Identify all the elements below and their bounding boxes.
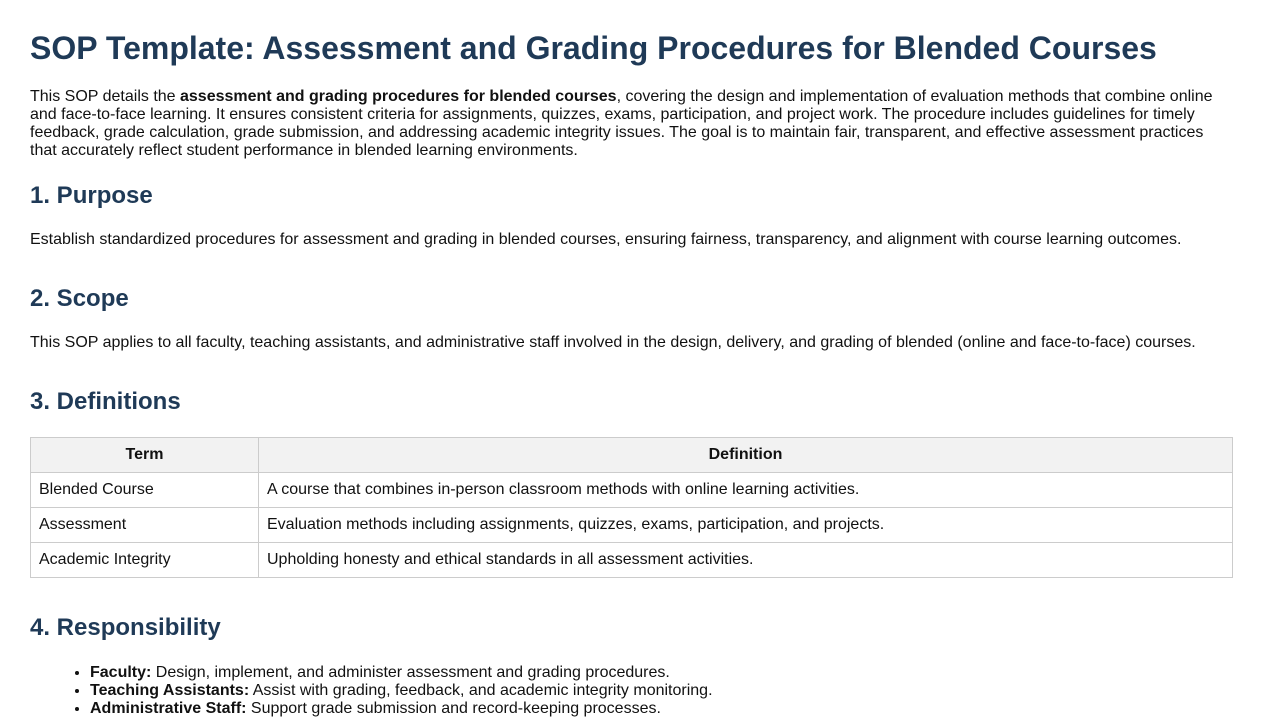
table-row (31, 473, 1233, 508)
column-header-definition: Definition (259, 438, 1233, 473)
role-description: Design, implement, and administer assessment and grading procedures. (151, 664, 670, 681)
table-row (31, 508, 1233, 543)
term-cell: Blended Course (31, 473, 259, 508)
responsibility-heading: 4. Responsibility (30, 614, 221, 641)
intro-text-start: This SOP details the (30, 88, 180, 105)
scope-text: This SOP applies to all faculty, teaching assistants, and administrative staff involved in the design, delivery, and grading of blended (online and face-to-face) courses. (30, 334, 1196, 351)
list-item (90, 664, 1233, 682)
definitions-table (30, 437, 1233, 578)
intro-text-end: , covering the design and implementation of evaluation methods that combine online and face-to-face learning. It ensures consistent criteria for assignments, quizzes, exams, participation, and project work. The procedure includes guidelines for timely feedback, grade calculation, grade submission, and addressing academic integrity issues. The goal is to maintain fair, transparent, and effective assessment practices that accurately reflect student performance in blended learning environments. (30, 88, 1213, 159)
role-description: Support grade submission and record-keeping processes. (246, 700, 661, 717)
intro-paragraph (30, 88, 1233, 160)
scope-heading: 2. Scope (30, 285, 129, 312)
list-item (90, 682, 1233, 700)
purpose-text: Establish standardized procedures for assessment and grading in blended courses, ensuring fairness, transparency, and alignment with course learning outcomes. (30, 231, 1182, 248)
responsibility-list (30, 664, 1233, 718)
table-header-row (31, 438, 1233, 473)
definitions-heading: 3. Definitions (30, 388, 181, 415)
role-description: Assist with grading, feedback, and academic integrity monitoring. (249, 682, 713, 699)
definition-cell: Upholding honesty and ethical standards in all assessment activities. (259, 543, 1233, 578)
role-label: Teaching Assistants: (90, 682, 250, 699)
role-label: Administrative Staff: (90, 700, 247, 717)
definition-cell: A course that combines in-person classroom methods with online learning activities. (259, 473, 1233, 508)
term-cell: Academic Integrity (31, 543, 259, 578)
table-row (31, 543, 1233, 578)
page-title: SOP Template: Assessment and Grading Procedures for Blended Courses (30, 30, 1157, 66)
purpose-heading: 1. Purpose (30, 182, 153, 209)
definition-cell: Evaluation methods including assignments, quizzes, exams, participation, and projects. (259, 508, 1233, 543)
column-header-term: Term (31, 438, 259, 473)
list-item (90, 700, 1233, 718)
term-cell: Assessment (31, 508, 259, 543)
role-label: Faculty: (90, 664, 152, 681)
intro-text-bold: assessment and grading procedures for blended courses (180, 88, 617, 105)
